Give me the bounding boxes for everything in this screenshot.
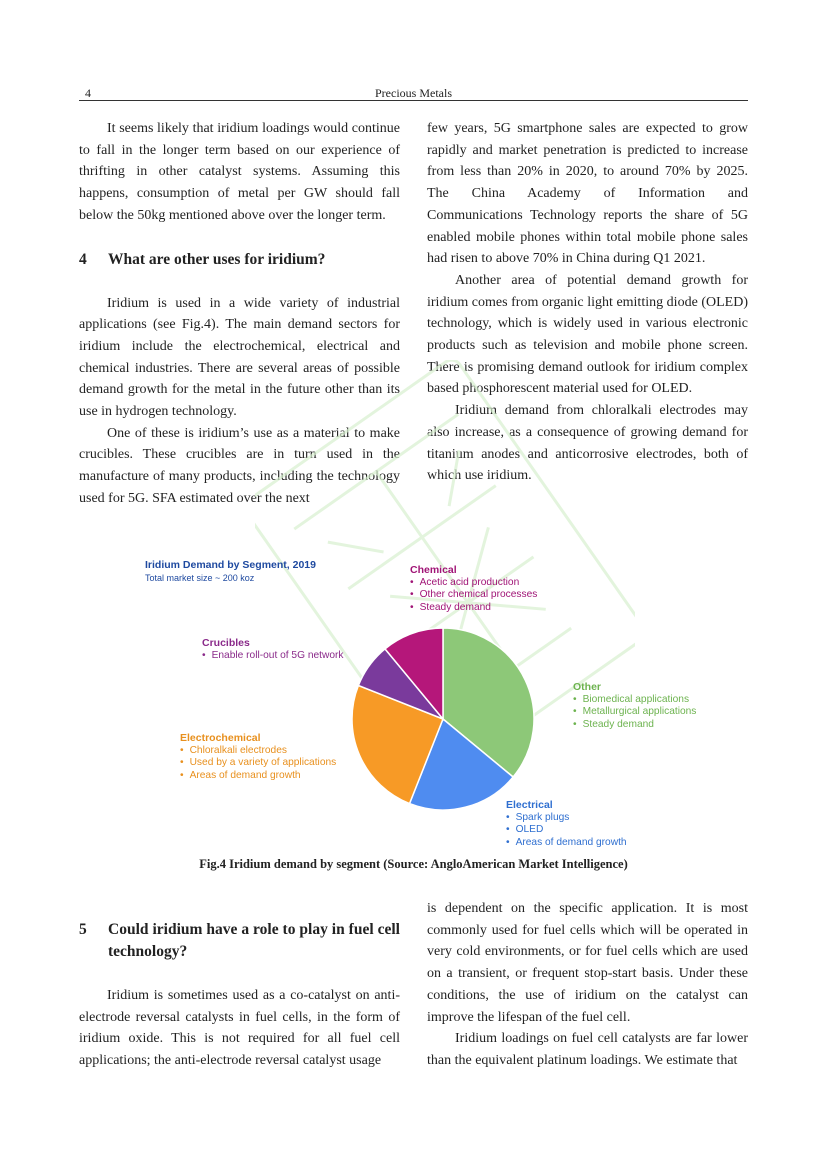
chart-title-block bbox=[145, 559, 316, 584]
label-heading: Chemical bbox=[410, 564, 457, 576]
paragraph: Another area of potential demand growth for iridium comes from organic light emitting diode (OLED) technology, which is widely used in various electronic products such as television and mobile phone screen. There is promising demand outlook for iridium complex based phosphorescent material used for OLED. bbox=[427, 272, 748, 397]
left-column-top bbox=[79, 118, 400, 510]
label-crucibles bbox=[202, 637, 344, 662]
label-electrochemical bbox=[180, 732, 336, 782]
label-other bbox=[573, 681, 696, 731]
paragraph: Iridium is used in a wide variety of industrial applications (see Fig.4). The main demand sectors for iridium include the electrochemical, electrical and chemical industries. There are several areas of possible demand growth for the metal in the future other than its use in hydrogen technology. bbox=[79, 295, 400, 420]
label-bullet: • Biomedical applications bbox=[573, 694, 696, 707]
label-heading: Electrical bbox=[506, 799, 553, 811]
section-title: Could iridium have a role to play in fuel cell technology? bbox=[108, 921, 400, 960]
label-heading: Other bbox=[573, 681, 602, 693]
label-bullet: • Other chemical processes bbox=[410, 589, 537, 602]
label-bullet: • Acetic acid production bbox=[410, 577, 537, 590]
label-bullet: • Chloralkali electrodes bbox=[180, 745, 336, 758]
chart-title: Iridium Demand by Segment, 2019 bbox=[145, 559, 316, 571]
paragraph: One of these is iridium’s use as a material to make crucibles. These crucibles are in turn used in the manufacture of many products, including the technology used for 5G. SFA estimated over the next bbox=[79, 425, 400, 506]
label-heading: Electrochemical bbox=[180, 732, 261, 744]
left-column-bottom bbox=[79, 919, 400, 1072]
right-column-bottom bbox=[427, 898, 748, 1072]
paragraph: Iridium loadings on fuel cell catalysts are far lower than the equivalent platinum loadings. We estimate that bbox=[427, 1031, 748, 1068]
label-bullet: • Areas of demand growth bbox=[180, 770, 336, 783]
label-chemical bbox=[410, 564, 537, 614]
paragraph: It seems likely that iridium loadings would continue to fall in the longer term based on our experience of thrifting in other catalyst systems. Assuming this happens, consumption of metal per GW should fall below the 50kg mentioned above over the longer term. bbox=[79, 121, 400, 223]
label-bullet: • OLED bbox=[506, 824, 627, 837]
page-number: 4 bbox=[85, 86, 91, 100]
chart-subtitle: Total market size ~ 200 koz bbox=[145, 572, 255, 583]
label-bullet: • Steady demand bbox=[410, 602, 537, 615]
label-bullet: • Spark plugs bbox=[506, 812, 627, 825]
section-number: 5 bbox=[79, 921, 87, 938]
paragraph: is dependent on the specific application. It is most commonly used for fuel cells which will be operated in very cold environments, or for fuel cells which are used on a transient, or frequent stop-start basis. Under these conditions, the use of iridium on the catalyst can improve the lifespan of the fuel cell. bbox=[427, 901, 748, 1025]
figure-iridium-demand bbox=[140, 555, 710, 855]
label-bullet: • Used by a variety of applications bbox=[180, 757, 336, 770]
right-column-top bbox=[427, 118, 748, 487]
paragraph: Iridium is sometimes used as a co-catalyst on anti-electrode reversal catalysts in fuel cells, in the form of iridium oxide. This is not required for all fuel cell applications; the anti-electrode reversal catalyst usage bbox=[79, 988, 400, 1069]
section-number: 4 bbox=[79, 250, 87, 268]
label-electrical bbox=[506, 799, 627, 849]
paragraph: Iridium demand from chloralkali electrodes may also increase, as a consequence of growing demand for titanium anodes and anticorrosive electrodes, both of which use iridium. bbox=[427, 403, 748, 484]
section-title: What are other uses for iridium? bbox=[108, 250, 326, 268]
running-title: Precious Metals bbox=[375, 86, 452, 100]
running-header bbox=[79, 84, 748, 101]
label-bullet: • Areas of demand growth bbox=[506, 837, 627, 850]
figure-caption: Fig.4 Iridium demand by segment (Source: AngloAmerican Market Intelligence) bbox=[199, 857, 628, 871]
label-bullet: • Steady demand bbox=[573, 719, 696, 732]
label-bullet: • Metallurgical applications bbox=[573, 706, 696, 719]
label-heading: Crucibles bbox=[202, 637, 250, 649]
section-heading-4 bbox=[79, 249, 400, 271]
label-bullet: • Enable roll-out of 5G network bbox=[202, 650, 344, 663]
paragraph: few years, 5G smartphone sales are expected to grow rapidly and market penetration is predicted to increase from less than 20% in 2020, to around 70% by 2025. The China Academy of Information and Communications Technology reports the share of 5G enabled mobile phones within total mobile phone sales had risen to above 70% in China during Q1 2021. bbox=[427, 121, 748, 267]
section-heading-5 bbox=[79, 919, 400, 963]
